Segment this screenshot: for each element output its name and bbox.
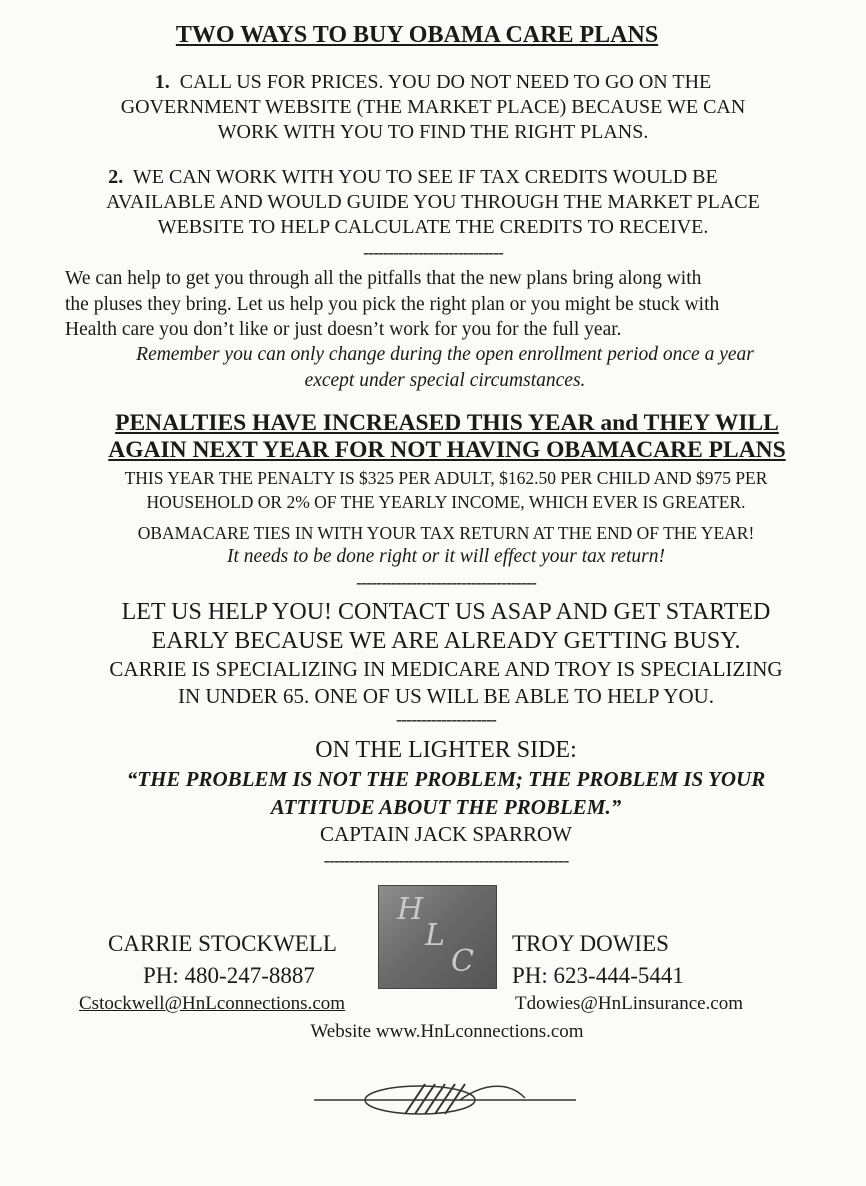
help-line-2: the pluses they bring. Let us help you pick the right plan or you might be stuck with	[65, 293, 720, 315]
logo-letter-l: L	[425, 918, 445, 953]
penalties-body	[0, 466, 866, 514]
troy-name: TROY DOWIES	[512, 931, 669, 956]
divider-2: ------------------------------------	[356, 572, 536, 592]
troy-phone: PH: 623-444-5441	[512, 963, 684, 988]
carrie-email-link[interactable]: Cstockwell@HnLconnections.com	[79, 993, 346, 1014]
website: Website www.HnLconnections.com	[310, 1021, 584, 1042]
item-2-line-3: WEBSITE TO HELP CALCULATE THE CREDITS TO RECEIVE.	[157, 216, 709, 238]
troy-email: Tdowies@HnLinsurance.com	[515, 993, 744, 1014]
divider-3: --------------------	[396, 709, 496, 729]
divider-4: -------------------------------------------------	[323, 850, 569, 870]
penalties-heading	[0, 410, 866, 464]
carrie-name: CARRIE STOCKWELL	[108, 931, 337, 956]
carrie-phone: PH: 480-247-8887	[143, 963, 315, 988]
item-2-number: 2.	[108, 166, 124, 188]
help-line-1: We can help to get you through all the pitfalls that the new plans bring along with	[65, 268, 702, 289]
penalties-heading-line-1: PENALTIES HAVE INCREASED THIS YEAR and THEY WILL	[115, 410, 779, 436]
item-1-line-2: GOVERNMENT WEBSITE (THE MARKET PLACE) BECAUSE WE CAN	[120, 96, 746, 118]
item-2-line-1: WE CAN WORK WITH YOU TO SEE IF TAX CREDITS WOULD BE	[132, 166, 718, 188]
help-line-3: Health care you don’t like or just doesn’t work for you for the full year.	[65, 319, 622, 340]
contact-us-line-3: CARRIE IS SPECIALIZING IN MEDICARE AND TROY IS SPECIALIZING	[109, 657, 783, 681]
item-1-line-3: WORK WITH YOU TO FIND THE RIGHT PLANS.	[217, 121, 649, 143]
page-title: TWO WAYS TO BUY OBAMA CARE PLANS	[175, 22, 659, 48]
quote	[0, 765, 866, 821]
flourish-ornament	[310, 1070, 580, 1130]
contact-us-line-1: LET US HELP YOU! CONTACT US ASAP AND GET STARTED	[121, 599, 771, 625]
tax-return-line-1: OBAMACARE TIES IN WITH YOUR TAX RETURN AT THE END OF THE YEAR!	[137, 523, 755, 543]
hlc-logo	[378, 885, 497, 989]
contact-us-line-4: IN UNDER 65. ONE OF US WILL BE ABLE TO HELP YOU.	[177, 684, 715, 708]
enrollment-note	[0, 342, 866, 393]
divider-1: ----------------------------	[363, 242, 503, 262]
logo-letter-h: H	[397, 892, 424, 927]
penalties-body-line-2: HOUSEHOLD OR 2% OF THE YEARLY INCOME, WHICH EVER IS GREATER.	[146, 492, 746, 512]
logo-letter-c: C	[451, 944, 474, 979]
item-2-line-2: AVAILABLE AND WOULD GUIDE YOU THROUGH THE MARKET PLACE	[106, 191, 760, 213]
enrollment-note-line-2: except under special circumstances.	[304, 369, 586, 391]
tax-return-line-2: It needs to be done right or it will effect your tax return!	[227, 546, 665, 567]
penalties-body-line-1: THIS YEAR THE PENALTY IS $325 PER ADULT, $162.50 PER CHILD AND $975 PER	[124, 468, 768, 488]
enrollment-note-line-1: Remember you can only change during the open enrollment period once a year	[136, 344, 754, 365]
contact-us-line-2: EARLY BECAUSE WE ARE ALREADY GETTING BUSY.	[151, 628, 741, 654]
tax-return-note	[0, 521, 866, 569]
quote-line-2: ATTITUDE ABOUT THE PROBLEM.”	[270, 795, 622, 819]
help-paragraph	[65, 266, 855, 343]
item-1-number: 1.	[154, 71, 170, 93]
quote-line-1: “THE PROBLEM IS NOT THE PROBLEM; THE PROBLEM IS YOUR	[126, 767, 766, 791]
item-2	[0, 165, 866, 240]
item-1	[0, 70, 866, 145]
penalties-heading-line-2: AGAIN NEXT YEAR FOR NOT HAVING OBAMACARE PLANS	[108, 437, 786, 463]
contact-us-block	[0, 598, 866, 710]
item-1-line-1: CALL US FOR PRICES. YOU DO NOT NEED TO GO ON THE	[179, 71, 712, 93]
quote-author: CAPTAIN JACK SPARROW	[320, 822, 572, 846]
lighter-side-heading: ON THE LIGHTER SIDE:	[315, 737, 577, 763]
